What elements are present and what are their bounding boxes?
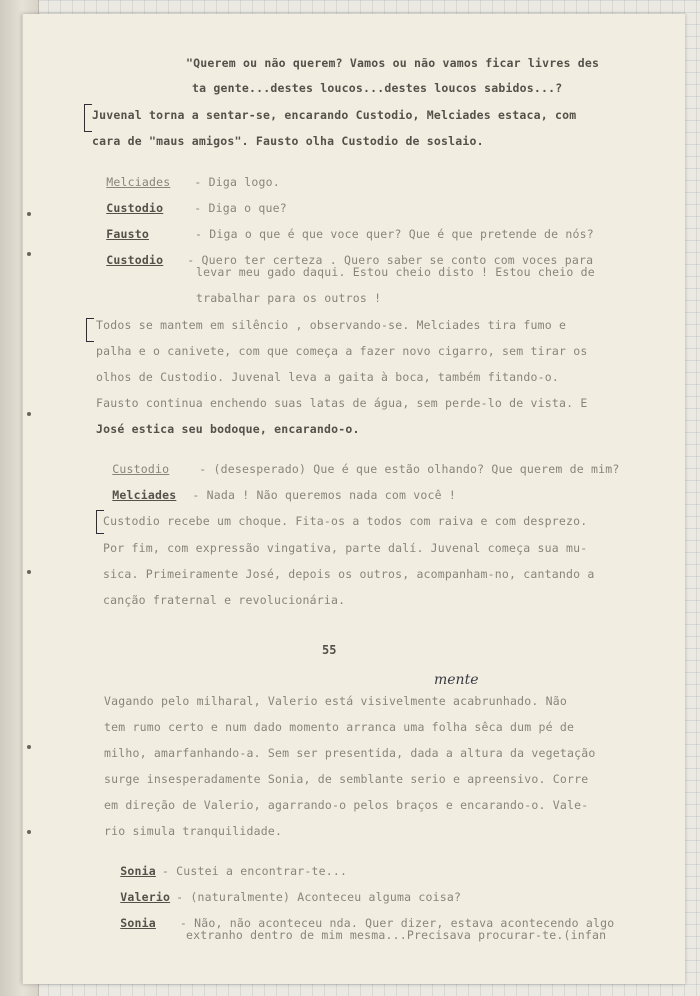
dialogue-line [92, 213, 594, 241]
speaker-name: Valerio [120, 890, 171, 904]
stage-direction-line: palha e o canivete, com que começa a fazer novo cigarro, sem tirar os [96, 344, 588, 358]
binder-hole [27, 745, 31, 749]
handwritten-bracket [86, 318, 94, 342]
speech-text: - Diga o que? [194, 201, 287, 215]
stage-direction-line: sica. Primeiramente José, depois os outros, acompanham-no, cantando a [103, 567, 595, 581]
binder-hole [27, 212, 31, 216]
dialogue-line [106, 902, 614, 930]
stage-direction-line: Juvenal torna a sentar-se, encarando Custodio, Melciades estaca, com [92, 108, 577, 122]
handwritten-correction: mente [434, 672, 479, 688]
stage-direction-line: cara de "maus amigos". Fausto olha Custodio de soslaio. [92, 134, 484, 148]
dialogue-line [106, 876, 461, 904]
speech-text: - Nada ! Não queremos nada com você ! [192, 488, 456, 502]
speaker-name: Sonia [120, 916, 156, 930]
stage-direction-line: tem rumo certo e num dado momento arranca uma folha sêca dum pé de [104, 720, 575, 734]
speech-text: - (desesperado) Que é que estão olhando? Que querem de mim? [199, 462, 620, 476]
stage-direction-line: canção fraternal e revolucionária. [103, 593, 346, 607]
handwritten-bracket [84, 104, 92, 132]
text-line: ta gente...destes loucos...destes loucos sabidos...? [192, 81, 563, 95]
text-line: trabalhar para os outros ! [196, 291, 382, 305]
stage-direction-line: olhos de Custodio. Juvenal leva a gaita à boca, também fitando-o. [96, 370, 560, 384]
binder-hole [27, 570, 31, 574]
stage-direction-line: Todos se mantem em silêncio , observando-se. Melciades tira fumo e [96, 318, 567, 332]
text-line: extranho dentro de mim mesma...Precisava procurar-te.(infan [186, 928, 607, 942]
speaker-name: Sonia [120, 864, 156, 878]
stage-direction-line: milho, amarfanhando-a. Sem ser presentida, dada a altura da vegetação [104, 746, 596, 760]
speech-text: - Diga logo. [194, 175, 280, 189]
scene-number: 55 [322, 643, 337, 657]
stage-direction-line: rio simula tranquilidade. [104, 824, 283, 838]
speaker-name: Custodio [106, 253, 164, 267]
speaker-name: Melciades [112, 488, 177, 502]
text-line: levar meu gado daqui. Estou cheio disto ! Estou cheio de [196, 265, 595, 279]
stage-direction-line: José estica seu bodoque, encarando-o. [96, 422, 360, 436]
speaker-name: Fausto [106, 227, 149, 241]
binder-hole [27, 252, 31, 256]
speech-text: - Não, não aconteceu nda. Quer dizer, estava acontecendo algo [179, 916, 615, 930]
binder-hole [27, 412, 31, 416]
dialogue-line [92, 187, 287, 215]
text-line: "Querem ou não querem? Vamos ou não vamos ficar livres des [186, 56, 600, 70]
stage-direction-line: Custodio recebe um choque. Fita-os a todos com raiva e com desprezo. [103, 514, 588, 528]
speaker-name: Custodio [106, 201, 164, 215]
dialogue-line [98, 448, 620, 476]
speech-text: - Quero ter certeza . Quero saber se conto com voces para [187, 253, 594, 267]
speech-text: - (naturalmente) Aconteceu alguma coisa? [176, 890, 462, 904]
speech-text: - Diga o que é que voce quer? Que é que pretende de nós? [195, 227, 594, 241]
stage-direction-line: em direção de Valerio, agarrando-o pelos braços e encarando-o. Vale- [104, 798, 589, 812]
stage-direction-line: surge insesperadamente Sonia, de semblante serio e apreensivo. Corre [104, 772, 589, 786]
dialogue-line [92, 239, 593, 267]
speaker-name: Melciades [106, 175, 171, 189]
dialogue-line [98, 474, 456, 502]
speech-text: - Custei a encontrar-te... [161, 864, 348, 878]
speaker-name: Custodio [112, 462, 170, 476]
stage-direction-line: Por fim, com expressão vingativa, parte dalí. Juvenal começa sua mu- [103, 541, 588, 555]
stage-direction-line: Vagando pelo milharal, Valerio está visivelmente acabrunhado. Não [104, 694, 568, 708]
dialogue-line [92, 161, 280, 189]
dialogue-line [106, 850, 347, 878]
stage-direction-line: Fausto continua enchendo suas latas de água, sem perde-lo de vista. E [96, 396, 588, 410]
binder-hole [27, 830, 31, 834]
